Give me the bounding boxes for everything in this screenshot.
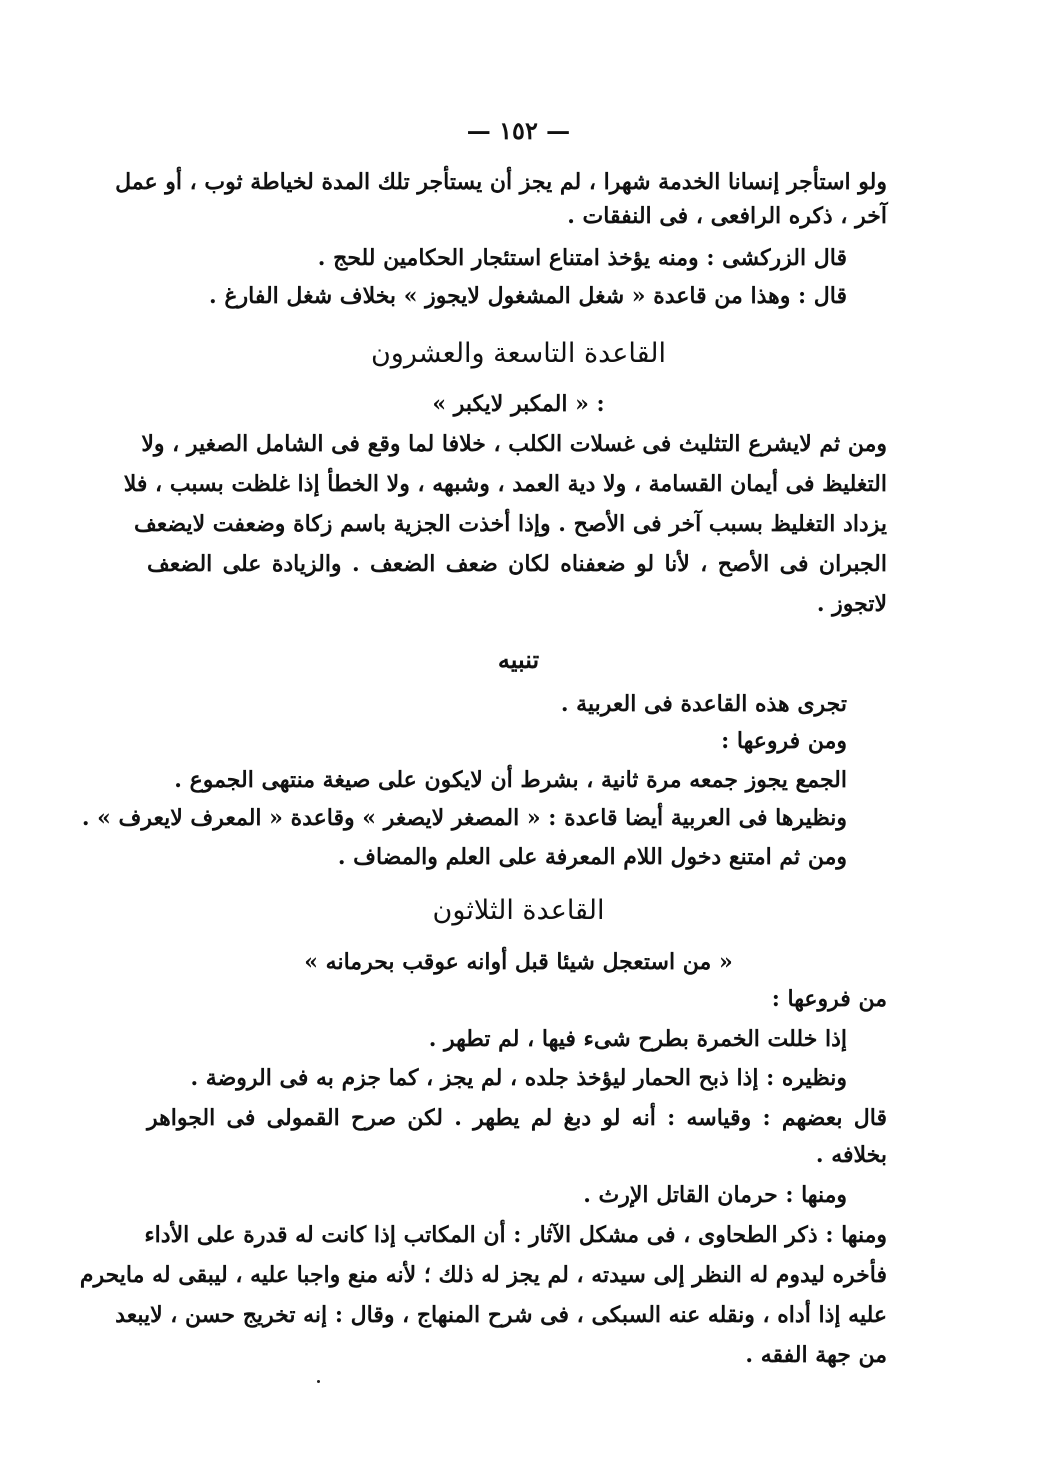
text-line: ولو استأجر إنسانا الخدمة شهرا ، لم يجز أن يستأجر تلك المدة لخياطة ثوب ، أو عمل [115, 169, 887, 195]
text-line: عليه إذا أداه ، ونقله عنه السبكى ، فى شرح المنهاج ، وقال : إنه تخريج حسن ، لايبعد [115, 1302, 887, 1328]
text-line: لاتجوز . [816, 591, 887, 617]
text-line: من فروعها : [771, 986, 887, 1012]
ink-speck [317, 1380, 320, 1383]
text-line: يزداد التغليظ بسبب آخر فى الأصح . وإذا أخذت الجزية باسم زكاة وضعفت لايضعف [133, 511, 887, 537]
section-heading: القاعدة التاسعة والعشرون [370, 338, 667, 369]
text-line: آخر ، ذكره الرافعى ، فى النفقات . [567, 203, 887, 229]
text-line: بخلافه . [815, 1142, 887, 1168]
text-line: قال : وهذا من قاعدة « شغل المشغول لايجوز » بخلاف شغل الفارغ . [209, 283, 847, 309]
text-line: من جهة الفقه . [745, 1342, 887, 1368]
section-heading: القاعدة الثلاثون [432, 895, 605, 926]
text-line: ومن ثم امتنع دخول اللام المعرفة على العلم والمضاف . [337, 844, 847, 870]
text-line: تجرى هذه القاعدة فى العربية . [560, 691, 847, 717]
text-line: فأخره ليدوم له النظر إلى سيدته ، لم يجز له ذلك ؛ لأنه منع واجبا عليه ، ليبقى له مايحرم [79, 1262, 887, 1288]
text-line: ومنها : ذكر الطحاوى ، فى مشكل الآثار : أن المكاتب إذا كانت له قدرة على الأداء [144, 1222, 887, 1248]
text-line: ونظيره : إذا ذبح الحمار ليؤخذ جلده ، لم يجز ، كما جزم به فى الروضة . [190, 1065, 847, 1091]
text-line: الجمع يجوز جمعه مرة ثانية ، بشرط أن لايكون على صيغة منتهى الجموع . [174, 767, 847, 793]
text-line: ومنها : حرمان القاتل الإرث . [583, 1182, 847, 1208]
text-line: ونظيرها فى العربية أيضا قاعدة : « المصغر لايصغر » وقاعدة « المعرف لايعرف » . [81, 805, 847, 831]
text-line: ومن ثم لايشرع التثليث فى غسلات الكلب ، خلافا لما وقع فى الشامل الصغير ، ولا [141, 431, 887, 457]
text-line: قال بعضهم : وقياسه : أنه لو دبغ لم يطهر . لكن صرح القمولى فى الجواهر [147, 1105, 887, 1131]
text-line: التغليظ فى أيمان القسامة ، ولا دية العمد ، وشبهه ، ولا الخطأ إذا غلظت بسبب ، فلا [123, 471, 887, 497]
text-line: ومن فروعها : [721, 728, 847, 754]
note-heading: تنبيه [497, 645, 540, 674]
text-line: إذا خللت الخمرة بطرح شىء فيها ، لم تطهر . [428, 1026, 847, 1052]
rule-quote: : « المكبر لايكبر » [432, 391, 605, 417]
text-line: الجبران فى الأصح ، لأنا لو ضعفناه لكان ضعف الضعف . والزيادة على الضعف [147, 551, 887, 577]
rule-quote: « من استعجل شيئا قبل أوانه عوقب بحرمانه » [304, 949, 733, 975]
page-number: — ١٥٢ — [466, 116, 571, 145]
text-line: قال الزركشى : ومنه يؤخذ امتناع استئجار الحكامين للحج . [317, 245, 847, 271]
